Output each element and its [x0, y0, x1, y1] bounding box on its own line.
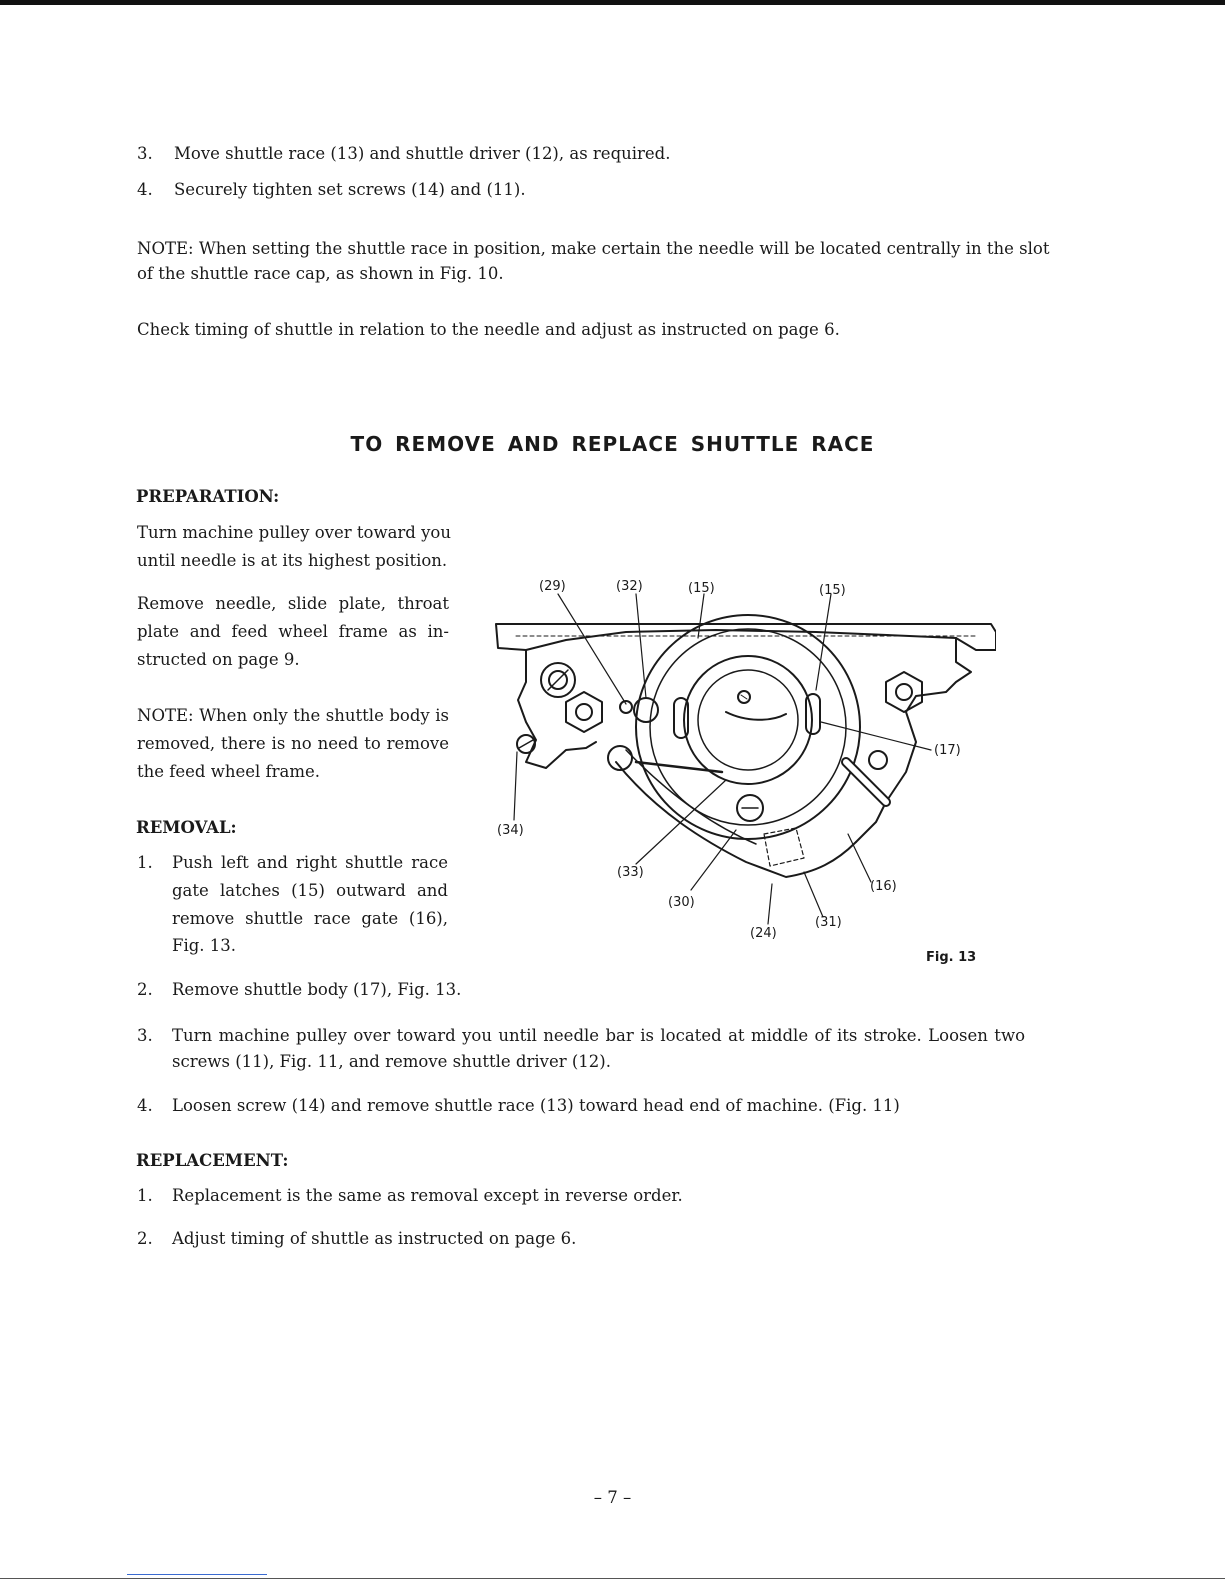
preparation-line: until needle is at its highest position.	[137, 551, 448, 570]
preparation-line: plate and feed wheel frame as in-	[137, 622, 449, 641]
step-number: 2.	[137, 1229, 153, 1248]
intro-step-4: Securely tighten set screws (14) and (11).	[174, 180, 526, 199]
label-33: (33)	[617, 865, 644, 880]
intro-note-line-1: NOTE: When setting the shuttle race in position, make certain the needle will be located centrally in the slot	[137, 239, 1050, 258]
pin-29	[620, 701, 632, 713]
bottom-link-underline	[127, 1574, 267, 1575]
label-15-right: (15)	[819, 583, 846, 598]
label-30: (30)	[668, 895, 695, 910]
step-number: 4.	[137, 1096, 153, 1115]
label-24: (24)	[750, 926, 777, 941]
preparation-line: structed on page 9.	[137, 650, 300, 669]
intro-step-3: Move shuttle race (13) and shuttle driver (12), as required.	[174, 144, 671, 163]
replacement-step-1: Replacement is the same as removal except in reverse order.	[172, 1186, 683, 1205]
top-scan-border	[0, 0, 1225, 5]
removal-title: REMOVAL:	[136, 818, 237, 837]
removal-step-2: Remove shuttle body (17), Fig. 13.	[172, 980, 462, 999]
label-29: (29)	[539, 579, 566, 594]
removal-step-3-line: screws (11), Fig. 11, and remove shuttle driver (12).	[172, 1052, 611, 1071]
label-31: (31)	[815, 915, 842, 930]
step-number: 1.	[137, 853, 153, 872]
preparation-line: Turn machine pulley over toward you	[137, 523, 451, 542]
shuttle-hook	[726, 712, 786, 720]
right-lever-screw	[869, 751, 887, 769]
spring-30	[636, 762, 722, 772]
left-hex-nut	[566, 692, 602, 732]
shuttle-race-gate-16	[616, 762, 856, 877]
left-bracket	[518, 650, 596, 768]
section-heading: TO REMOVE AND REPLACE SHUTTLE RACE	[350, 432, 875, 456]
removal-step-1-line: Fig. 13.	[172, 936, 237, 955]
replacement-title: REPLACEMENT:	[136, 1151, 289, 1170]
machine-bed-plate	[496, 624, 996, 650]
shuttle-race-drawing	[486, 572, 996, 972]
shuttle-race-ring	[636, 615, 860, 839]
label-34: (34)	[497, 823, 524, 838]
label-32: (32)	[616, 579, 643, 594]
fig-13-illustration	[486, 572, 996, 972]
intro-note-line-2: of the shuttle race cap, as shown in Fig. 10.	[137, 264, 504, 283]
shuttle-body	[684, 656, 812, 784]
replacement-step-2: Adjust timing of shuttle as instructed on page 6.	[172, 1229, 577, 1248]
step-number: 3.	[137, 144, 153, 163]
preparation-title: PREPARATION:	[136, 487, 280, 506]
label-17: (17)	[934, 743, 961, 758]
right-bracket	[856, 638, 971, 842]
intro-check: Check timing of shuttle in relation to the needle and adjust as instructed on page 6.	[137, 320, 840, 339]
step-number: 1.	[137, 1186, 153, 1205]
label-16: (16)	[870, 879, 897, 894]
removal-step-4: Loosen screw (14) and remove shuttle race (13) toward head end of machine. (Fig. 11)	[172, 1096, 900, 1115]
bottom-scan-border	[0, 1578, 1225, 1579]
preparation-note-line: the feed wheel frame.	[137, 762, 320, 781]
removal-step-1-line: Push left and right shuttle race	[172, 853, 448, 872]
removal-step-1-line: remove shuttle race gate (16),	[172, 909, 448, 928]
right-hex-nut	[886, 672, 922, 712]
preparation-line: Remove needle, slide plate, throat	[137, 594, 449, 613]
step-number: 4.	[137, 180, 153, 199]
removal-step-3-line: Turn machine pulley over toward you until needle bar is located at middle of its stroke. Loosen two	[172, 1026, 1025, 1045]
page-number: – 7 –	[593, 1488, 632, 1507]
label-15-left: (15)	[688, 581, 715, 596]
removal-step-1-line: gate latches (15) outward and	[172, 881, 448, 900]
preparation-note-line: removed, there is no need to remove	[137, 734, 449, 753]
step-number: 2.	[137, 980, 153, 999]
step-number: 3.	[137, 1026, 153, 1045]
preparation-note-line: NOTE: When only the shuttle body is	[137, 706, 449, 725]
figure-caption: Fig. 13	[926, 950, 977, 965]
